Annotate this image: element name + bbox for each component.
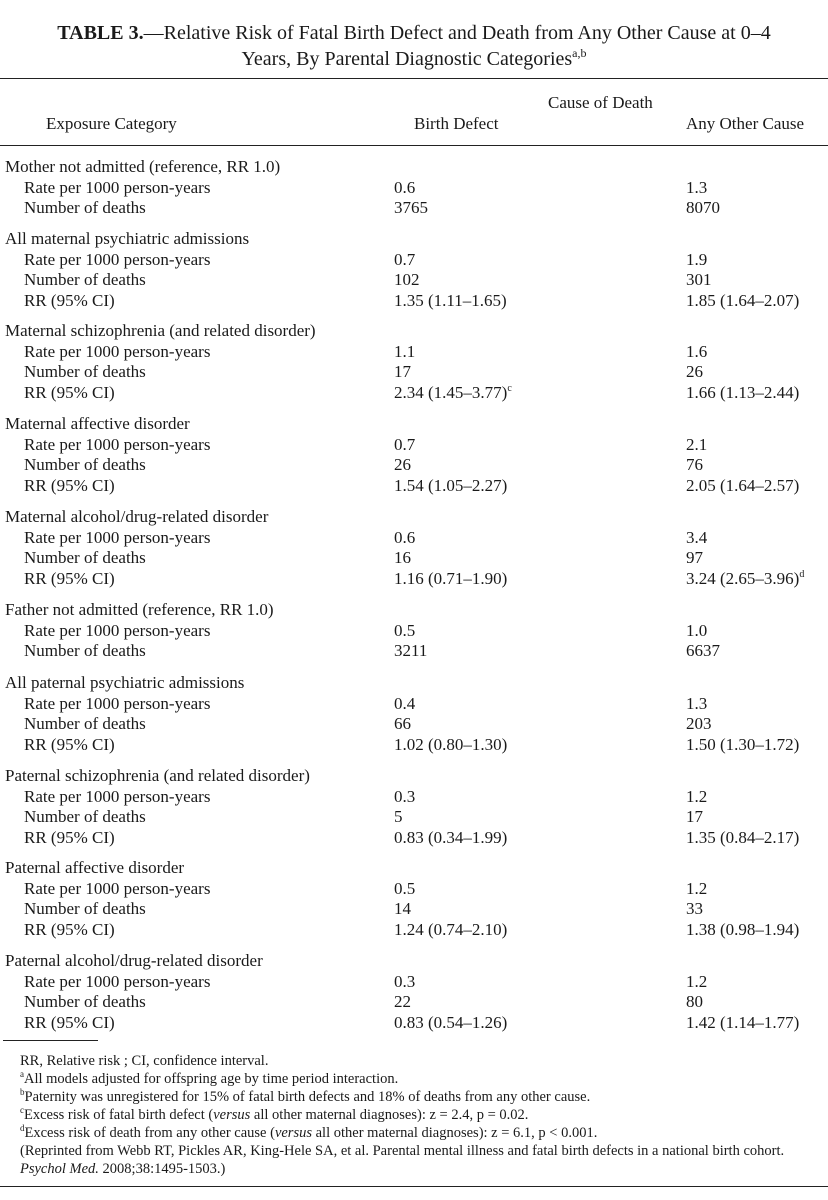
birth-defect-value-text: 5 (394, 807, 403, 826)
group-heading (5, 229, 249, 249)
footnote-d-mark: d (20, 1123, 25, 1133)
row-label (24, 992, 146, 1012)
other-cause-value (686, 879, 707, 899)
row-label-text: Number of deaths (24, 899, 146, 918)
row-label-text: Number of deaths (24, 641, 146, 660)
birth-defect-value (394, 879, 415, 899)
other-cause-value-text: 1.2 (686, 879, 708, 898)
row-label (24, 920, 115, 940)
other-cause-value-text: 1.6 (686, 342, 708, 361)
birth-defect-value (394, 342, 415, 362)
birth-defect-value-text: 1.24 (0.74–2.10) (394, 920, 508, 939)
header-exposure-category: Exposure Category (46, 114, 177, 133)
row-label (24, 694, 210, 714)
bottom-rule (0, 1186, 828, 1187)
other-cause-value (686, 250, 707, 270)
birth-defect-value-text: 0.6 (394, 178, 416, 197)
table-label: TABLE 3. (57, 22, 144, 44)
row-label-text: Number of deaths (24, 198, 146, 217)
row-label-text: RR (95% CI) (24, 828, 115, 847)
birth-defect-value-text: 26 (394, 455, 411, 474)
other-cause-value (686, 641, 720, 661)
birth-defect-value (394, 621, 415, 641)
footnote-b-text: Paternity was unregistered for 15% of fatal birth defects and 18% of deaths from any other cause. (24, 1089, 591, 1105)
other-cause-value-text: 3.4 (686, 528, 708, 547)
title-text-1: —Relative Risk of Fatal Birth Defect and Death from Any Other Cause at 0–4 (143, 22, 771, 44)
birth-defect-value-text: 0.5 (394, 621, 416, 640)
birth-defect-value-text: 0.7 (394, 435, 416, 454)
header-rule (0, 145, 828, 146)
birth-defect-value (394, 362, 411, 382)
other-cause-value (686, 621, 707, 641)
other-cause-value (686, 992, 703, 1012)
row-label-text: RR (95% CI) (24, 920, 115, 939)
row-label (24, 807, 146, 827)
other-cause-value-text: 1.50 (1.30–1.72) (686, 735, 800, 754)
other-cause-value (686, 828, 799, 848)
other-cause-value (686, 714, 712, 734)
footnote-b-mark: b (20, 1087, 25, 1097)
birth-defect-value (394, 548, 411, 568)
footnote-a-text: All models adjusted for offspring age by time period interaction. (24, 1071, 399, 1087)
footnote-d-text-1: Excess risk of death from any other cause ( (24, 1125, 275, 1141)
row-label (24, 548, 146, 568)
row-label-text: Number of deaths (24, 548, 146, 567)
birth-defect-value-text: 0.4 (394, 694, 416, 713)
group-heading-text: Paternal affective disorder (5, 858, 185, 877)
birth-defect-value-text: 102 (394, 270, 420, 289)
header-any-other-cause: Any Other Cause (686, 114, 805, 133)
row-label (24, 455, 146, 475)
row-label (24, 178, 210, 198)
group-heading (5, 600, 274, 620)
other-cause-value (686, 569, 804, 589)
row-label (24, 641, 146, 661)
row-label-text: Number of deaths (24, 807, 146, 826)
birth-defect-value (394, 455, 411, 475)
row-label-text: Number of deaths (24, 992, 146, 1011)
other-cause-value-text: 3.24 (2.65–3.96) (686, 569, 800, 588)
birth-defect-value-text: 3765 (394, 198, 428, 217)
birth-defect-value (394, 569, 507, 589)
row-label-text: Number of deaths (24, 270, 146, 289)
group-heading (5, 951, 263, 971)
birth-defect-value (394, 899, 411, 919)
birth-defect-value (394, 435, 415, 455)
footnote-d-text-2: all other maternal diagnoses): z = 6.1, p < 0.001. (312, 1125, 598, 1141)
row-label (24, 435, 210, 455)
other-cause-value (686, 972, 707, 992)
row-label-text: Rate per 1000 person-years (24, 879, 211, 898)
row-label-text: Rate per 1000 person-years (24, 250, 211, 269)
row-label (24, 198, 146, 218)
row-label-text: RR (95% CI) (24, 476, 115, 495)
top-rule (0, 78, 828, 79)
row-label-text: Rate per 1000 person-years (24, 342, 211, 361)
group-heading-text: Mother not admitted (reference, RR 1.0) (5, 157, 281, 176)
row-label (24, 735, 115, 755)
birth-defect-value (394, 920, 507, 940)
group-heading-text: Maternal affective disorder (5, 414, 190, 433)
other-cause-value (686, 455, 703, 475)
footnote-c (20, 1107, 825, 1125)
row-label (24, 879, 210, 899)
footnote-c-mark: c (20, 1105, 24, 1115)
other-cause-value (686, 270, 712, 290)
group-heading (5, 321, 316, 341)
other-cause-value (686, 807, 703, 827)
other-cause-value-text: 76 (686, 455, 703, 474)
other-cause-value-text: 1.42 (1.14–1.77) (686, 1013, 800, 1032)
other-cause-value (686, 899, 703, 919)
birth-defect-value (394, 972, 415, 992)
birth-defect-value-text: 0.6 (394, 528, 416, 547)
group-heading (5, 157, 280, 177)
other-cause-value-text: 1.66 (1.13–2.44) (686, 383, 800, 402)
row-label (24, 528, 210, 548)
row-label-text: RR (95% CI) (24, 735, 115, 754)
other-cause-value (686, 694, 707, 714)
other-cause-value-text: 301 (686, 270, 712, 289)
row-label (24, 972, 210, 992)
birth-defect-value (394, 787, 415, 807)
other-cause-value (686, 548, 703, 568)
other-cause-value (686, 435, 707, 455)
birth-defect-value-text: 0.3 (394, 972, 416, 991)
row-label (24, 828, 115, 848)
row-label (24, 342, 210, 362)
other-cause-value-text: 33 (686, 899, 703, 918)
group-heading-text: All maternal psychiatric admissions (5, 229, 250, 248)
other-cause-value (686, 342, 707, 362)
birth-defect-value (394, 476, 507, 496)
group-heading-text: Paternal schizophrenia (and related disorder) (5, 766, 310, 785)
footnote-mark: c (507, 383, 512, 394)
table-title (0, 20, 828, 72)
other-cause-value-text: 1.85 (1.64–2.07) (686, 291, 800, 310)
birth-defect-value (394, 198, 428, 218)
birth-defect-value-text: 0.5 (394, 879, 416, 898)
birth-defect-value-text: 0.3 (394, 787, 416, 806)
row-label (24, 1013, 115, 1033)
footnote-d (20, 1125, 825, 1143)
other-cause-value (686, 920, 799, 940)
birth-defect-value (394, 828, 507, 848)
birth-defect-value-text: 1.1 (394, 342, 416, 361)
other-cause-value-text: 80 (686, 992, 703, 1011)
other-cause-value-text: 26 (686, 362, 703, 381)
birth-defect-value (394, 178, 415, 198)
footnote-reprint (20, 1143, 825, 1178)
other-cause-value (686, 1013, 799, 1033)
footnote-a (20, 1071, 825, 1089)
footnote-c-italic: versus (213, 1107, 251, 1123)
birth-defect-value (394, 270, 420, 290)
title-footnote-marks: a,b (572, 46, 587, 60)
row-label (24, 476, 115, 496)
other-cause-value-text: 1.3 (686, 694, 708, 713)
birth-defect-value (394, 1013, 507, 1033)
other-cause-value-text: 2.05 (1.64–2.57) (686, 476, 800, 495)
row-label (24, 899, 146, 919)
row-label (24, 621, 210, 641)
other-cause-value (686, 476, 799, 496)
birth-defect-value (394, 250, 415, 270)
row-label-text: Rate per 1000 person-years (24, 528, 211, 547)
row-label-text: Rate per 1000 person-years (24, 972, 211, 991)
birth-defect-value (394, 383, 512, 403)
row-label (24, 787, 210, 807)
row-label-text: Number of deaths (24, 714, 146, 733)
row-label-text: RR (95% CI) (24, 291, 115, 310)
birth-defect-value-text: 3211 (394, 641, 428, 660)
title-text-2: Years, By Parental Diagnostic Categories (241, 48, 573, 70)
birth-defect-value-text: 0.83 (0.54–1.26) (394, 1013, 508, 1032)
footnote-abbreviations: RR, Relative risk ; CI, confidence interval. (20, 1053, 269, 1069)
birth-defect-value (394, 807, 403, 827)
title-line-2 (0, 46, 828, 72)
other-cause-value-text: 8070 (686, 198, 720, 217)
birth-defect-value (394, 641, 427, 661)
birth-defect-value (394, 992, 411, 1012)
birth-defect-value-text: 1.54 (1.05–2.27) (394, 476, 508, 495)
birth-defect-value (394, 291, 507, 311)
group-heading (5, 858, 184, 878)
group-heading-text: Maternal alcohol/drug-related disorder (5, 507, 269, 526)
row-label-text: RR (95% CI) (24, 1013, 115, 1032)
row-label (24, 250, 210, 270)
other-cause-value (686, 362, 703, 382)
group-heading (5, 673, 244, 693)
row-label (24, 362, 146, 382)
row-label-text: Number of deaths (24, 362, 146, 381)
other-cause-value (686, 528, 707, 548)
reprint-citation: 2008;38:1495-1503.) (98, 1160, 226, 1177)
row-label-text: Rate per 1000 person-years (24, 621, 211, 640)
birth-defect-value-text: 16 (394, 548, 411, 567)
row-label-text: Rate per 1000 person-years (24, 435, 211, 454)
other-cause-value-text: 1.38 (0.98–1.94) (686, 920, 800, 939)
birth-defect-value (394, 735, 507, 755)
birth-defect-value-text: 2.34 (1.45–3.77) (394, 383, 508, 402)
group-heading-text: Paternal alcohol/drug-related disorder (5, 951, 263, 970)
footnote-c-text-2: all other maternal diagnoses): z = 2.4, p = 0.02. (250, 1107, 529, 1123)
birth-defect-value (394, 714, 411, 734)
row-label-text: Rate per 1000 person-years (24, 787, 211, 806)
other-cause-value-text: 203 (686, 714, 712, 733)
row-label (24, 383, 115, 403)
footnote-b (20, 1089, 825, 1107)
footnote-mark: d (799, 569, 805, 580)
other-cause-value-text: 1.35 (0.84–2.17) (686, 828, 800, 847)
other-cause-value (686, 735, 799, 755)
group-heading-text: Father not admitted (reference, RR 1.0) (5, 600, 274, 619)
birth-defect-value-text: 66 (394, 714, 411, 733)
group-heading-text: All paternal psychiatric admissions (5, 673, 245, 692)
birth-defect-value (394, 528, 415, 548)
row-label-text: Rate per 1000 person-years (24, 694, 211, 713)
row-label-text: Number of deaths (24, 455, 146, 474)
birth-defect-value-text: 14 (394, 899, 411, 918)
other-cause-value-text: 2.1 (686, 435, 708, 454)
row-label-text: Rate per 1000 person-years (24, 178, 211, 197)
row-label (24, 569, 115, 589)
birth-defect-value (394, 694, 415, 714)
group-heading (5, 766, 310, 786)
group-heading-text: Maternal schizophrenia (and related disorder) (5, 321, 316, 340)
footnote-a-mark: a (20, 1069, 24, 1079)
other-cause-value (686, 383, 799, 403)
footnote-rule (3, 1040, 98, 1041)
row-label (24, 714, 146, 734)
birth-defect-value-text: 0.7 (394, 250, 416, 269)
title-line-1 (0, 20, 828, 46)
other-cause-value-text: 97 (686, 548, 703, 567)
other-cause-value-text: 1.0 (686, 621, 708, 640)
other-cause-value (686, 787, 707, 807)
footnote-c-text-1: Excess risk of fatal birth defect ( (24, 1107, 214, 1123)
birth-defect-value-text: 1.35 (1.11–1.65) (394, 291, 507, 310)
other-cause-value-text: 1.2 (686, 787, 708, 806)
other-cause-value-text: 1.2 (686, 972, 708, 991)
other-cause-value (686, 198, 720, 218)
birth-defect-value-text: 17 (394, 362, 411, 381)
other-cause-value-text: 1.3 (686, 178, 708, 197)
footnote-d-italic: versus (274, 1125, 312, 1141)
row-label (24, 291, 115, 311)
other-cause-value-text: 1.9 (686, 250, 708, 269)
reprint-text: (Reprinted from Webb RT, Pickles AR, King-Hele SA, et al. Parental mental illness and fatal birth defects in a national birth cohort. (20, 1143, 785, 1159)
reprint-journal: Psychol Med. (20, 1160, 99, 1177)
row-label-text: RR (95% CI) (24, 383, 115, 402)
group-heading (5, 414, 190, 434)
other-cause-value (686, 291, 799, 311)
group-heading (5, 507, 268, 527)
other-cause-value-text: 6637 (686, 641, 720, 660)
row-label-text: RR (95% CI) (24, 569, 115, 588)
birth-defect-value-text: 22 (394, 992, 411, 1011)
birth-defect-value-text: 1.16 (0.71–1.90) (394, 569, 508, 588)
other-cause-value-text: 17 (686, 807, 703, 826)
row-label (24, 270, 146, 290)
birth-defect-value-text: 1.02 (0.80–1.30) (394, 735, 508, 754)
header-cause-of-death: Cause of Death (548, 93, 653, 112)
birth-defect-value-text: 0.83 (0.34–1.99) (394, 828, 508, 847)
other-cause-value (686, 178, 707, 198)
header-birth-defect: Birth Defect (414, 114, 499, 133)
